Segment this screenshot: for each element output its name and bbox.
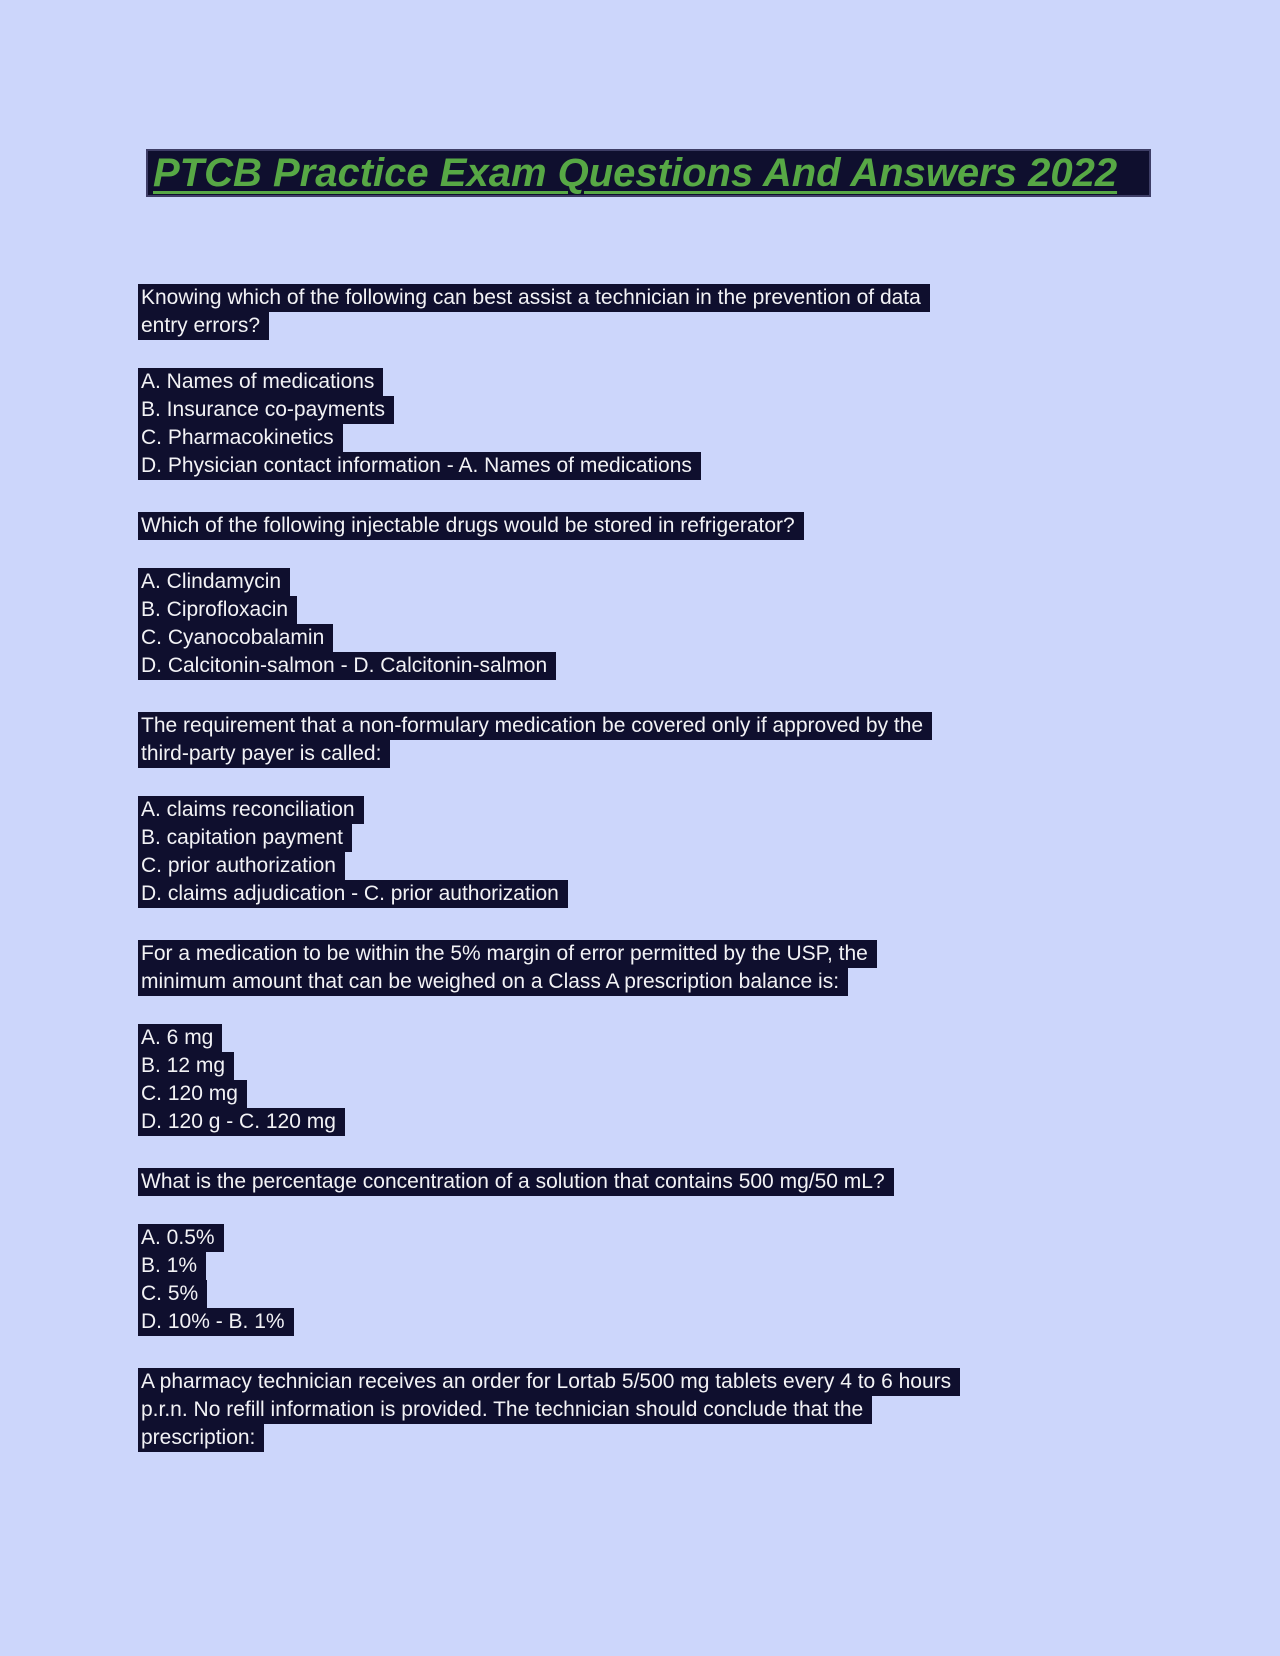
highlighted-text: C. 120 mg — [138, 1080, 247, 1108]
text-line — [138, 1108, 1138, 1136]
text-line — [138, 1280, 1138, 1308]
highlighted-text: D. claims adjudication - C. prior authorization — [138, 880, 568, 908]
options-block — [138, 1024, 1138, 1136]
text-line — [138, 824, 1138, 852]
text-line — [138, 712, 1138, 740]
highlighted-text: B. 1% — [138, 1252, 206, 1280]
text-line — [138, 880, 1138, 908]
text-line — [138, 1368, 1138, 1396]
highlighted-text: A. claims reconciliation — [138, 796, 364, 824]
highlighted-text: A pharmacy technician receives an order for Lortab 5/500 mg tablets every 4 to 6 hours — [138, 1368, 960, 1396]
text-line — [138, 1396, 1138, 1424]
text-line — [138, 940, 1138, 968]
text-line — [138, 1252, 1138, 1280]
text-line — [138, 1424, 1138, 1452]
question-block — [138, 1168, 1138, 1196]
document-content — [138, 197, 1138, 1452]
text-line — [138, 568, 1138, 596]
options-block — [138, 568, 1138, 680]
highlighted-text: entry errors? — [138, 312, 269, 340]
options-block — [138, 796, 1138, 908]
document-title-link[interactable]: PTCB Practice Exam Questions And Answers 2022 — [153, 151, 1118, 195]
question-block — [138, 284, 1138, 340]
highlighted-text: B. Ciprofloxacin — [138, 596, 297, 624]
text-line — [138, 368, 1138, 396]
highlighted-text: prescription: — [138, 1424, 264, 1452]
document-title-bar — [146, 149, 1151, 197]
highlighted-text: B. capitation payment — [138, 824, 352, 852]
text-line — [138, 1024, 1138, 1052]
text-line — [138, 1052, 1138, 1080]
highlighted-text: What is the percentage concentration of a solution that contains 500 mg/50 mL? — [138, 1168, 894, 1196]
highlighted-text: B. 12 mg — [138, 1052, 234, 1080]
highlighted-text: minimum amount that can be weighed on a Class A prescription balance is: — [138, 968, 848, 996]
text-line — [138, 1308, 1138, 1336]
highlighted-text: For a medication to be within the 5% margin of error permitted by the USP, the — [138, 940, 877, 968]
text-line — [138, 284, 1138, 312]
options-block — [138, 368, 1138, 480]
highlighted-text: D. 10% - B. 1% — [138, 1308, 294, 1336]
highlighted-text: Which of the following injectable drugs would be stored in refrigerator? — [138, 512, 804, 540]
text-line — [138, 596, 1138, 624]
text-line — [138, 396, 1138, 424]
highlighted-text: p.r.n. No refill information is provided. The technician should conclude that the — [138, 1396, 872, 1424]
highlighted-text: A. 0.5% — [138, 1224, 224, 1252]
text-line — [138, 624, 1138, 652]
highlighted-text: C. Cyanocobalamin — [138, 624, 333, 652]
highlighted-text: D. Physician contact information - A. Names of medications — [138, 452, 701, 480]
text-line — [138, 852, 1138, 880]
text-line — [138, 1080, 1138, 1108]
highlighted-text: D. Calcitonin-salmon - D. Calcitonin-salmon — [138, 652, 556, 680]
text-line — [138, 424, 1138, 452]
text-line — [138, 452, 1138, 480]
text-line — [138, 968, 1138, 996]
question-block — [138, 712, 1138, 768]
text-line — [138, 1224, 1138, 1252]
text-line — [138, 312, 1138, 340]
text-line — [138, 512, 1138, 540]
text-line — [138, 652, 1138, 680]
question-block — [138, 512, 1138, 540]
highlighted-text: B. Insurance co-payments — [138, 396, 394, 424]
question-block — [138, 940, 1138, 996]
highlighted-text: A. 6 mg — [138, 1024, 222, 1052]
text-line — [138, 740, 1138, 768]
highlighted-text: Knowing which of the following can best assist a technician in the prevention of data — [138, 284, 930, 312]
text-line — [138, 1168, 1138, 1196]
question-block — [138, 1368, 1138, 1452]
highlighted-text: C. 5% — [138, 1280, 207, 1308]
text-line — [138, 796, 1138, 824]
options-block — [138, 1224, 1138, 1336]
highlighted-text: The requirement that a non-formulary medication be covered only if approved by the — [138, 712, 932, 740]
highlighted-text: A. Names of medications — [138, 368, 383, 396]
highlighted-text: C. Pharmacokinetics — [138, 424, 343, 452]
highlighted-text: third-party payer is called: — [138, 740, 390, 768]
highlighted-text: C. prior authorization — [138, 852, 345, 880]
highlighted-text: D. 120 g - C. 120 mg — [138, 1108, 345, 1136]
highlighted-text: A. Clindamycin — [138, 568, 290, 596]
